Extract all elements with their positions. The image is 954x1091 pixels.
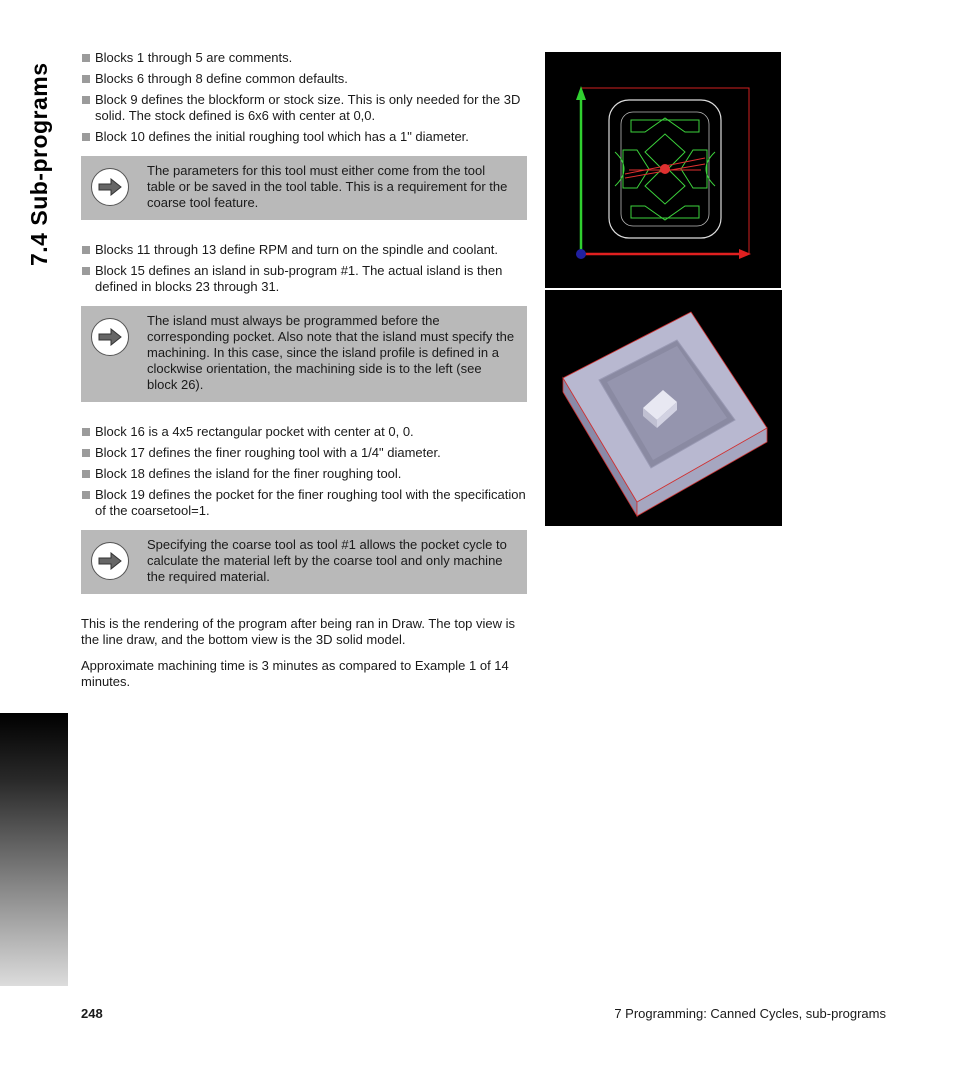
bullet-square-icon bbox=[82, 54, 90, 62]
note-text: Specifying the coarse tool as tool #1 allows the pocket cycle to calculate the material left by the coarse tool and only machine the required material. bbox=[147, 537, 507, 584]
bullet-square-icon bbox=[82, 491, 90, 499]
arrow-right-icon bbox=[91, 542, 129, 580]
note-text: The island must always be programmed before the corresponding pocket. Also note that the island must specify the machining. In this case, since the island profile is defined in a clockwise orientation, the machining side is to the left (see block 26). bbox=[147, 313, 515, 392]
bullet-square-icon bbox=[82, 133, 90, 141]
section-title-text: 7.4 Sub-programs bbox=[26, 62, 52, 266]
list-item: Blocks 1 through 5 are comments. bbox=[81, 50, 527, 66]
list-item: Block 10 defines the initial roughing tool which has a 1" diameter. bbox=[81, 129, 527, 145]
main-content bbox=[81, 50, 527, 700]
bullet-list-3 bbox=[81, 424, 527, 519]
bullet-square-icon bbox=[82, 470, 90, 478]
bullet-square-icon bbox=[82, 75, 90, 83]
note-box-2 bbox=[81, 306, 527, 402]
arrow-right-icon bbox=[91, 168, 129, 206]
note-box-1 bbox=[81, 156, 527, 220]
list-item: Block 18 defines the island for the finer roughing tool. bbox=[81, 466, 527, 482]
list-item: Blocks 11 through 13 define RPM and turn on the spindle and coolant. bbox=[81, 242, 527, 258]
list-item: Block 17 defines the finer roughing tool with a 1/4" diameter. bbox=[81, 445, 527, 461]
bullet-square-icon bbox=[82, 96, 90, 104]
bullet-square-icon bbox=[82, 246, 90, 254]
paragraph: Approximate machining time is 3 minutes as compared to Example 1 of 14 minutes. bbox=[81, 658, 509, 689]
side-gradient-bar bbox=[0, 713, 68, 986]
line-draw-view-image bbox=[545, 52, 781, 288]
list-item: Block 15 defines an island in sub-program #1. The actual island is then defined in blocks 23 through 31. bbox=[81, 263, 527, 295]
page-number: 248 bbox=[81, 1006, 103, 1021]
note-box-3 bbox=[81, 530, 527, 594]
list-item: Block 16 is a 4x5 rectangular pocket with center at 0, 0. bbox=[81, 424, 527, 440]
list-item: Block 9 defines the blockform or stock size. This is only needed for the 3D solid. The stock defined is 6x6 with center at 0,0. bbox=[81, 92, 527, 124]
note-text: The parameters for this tool must either come from the tool table or be saved in the tool table. This is a requirement for the coarse tool feature. bbox=[147, 163, 508, 210]
bullet-square-icon bbox=[82, 449, 90, 457]
solid-model-view-image bbox=[545, 290, 782, 526]
bullet-square-icon bbox=[82, 267, 90, 275]
arrow-right-icon bbox=[91, 318, 129, 356]
list-item: Block 19 defines the pocket for the finer roughing tool with the specification of the coarsetool=1. bbox=[81, 487, 527, 519]
section-title bbox=[22, 48, 60, 268]
bullet-list-2 bbox=[81, 242, 527, 295]
running-footer: 7 Programming: Canned Cycles, sub-programs bbox=[614, 1006, 886, 1021]
paragraph: This is the rendering of the program after being ran in Draw. The top view is the line draw, and the bottom view is the 3D solid model. bbox=[81, 616, 516, 647]
list-item: Blocks 6 through 8 define common defaults. bbox=[81, 71, 527, 87]
bullet-list-1 bbox=[81, 50, 527, 145]
bullet-square-icon bbox=[82, 428, 90, 436]
